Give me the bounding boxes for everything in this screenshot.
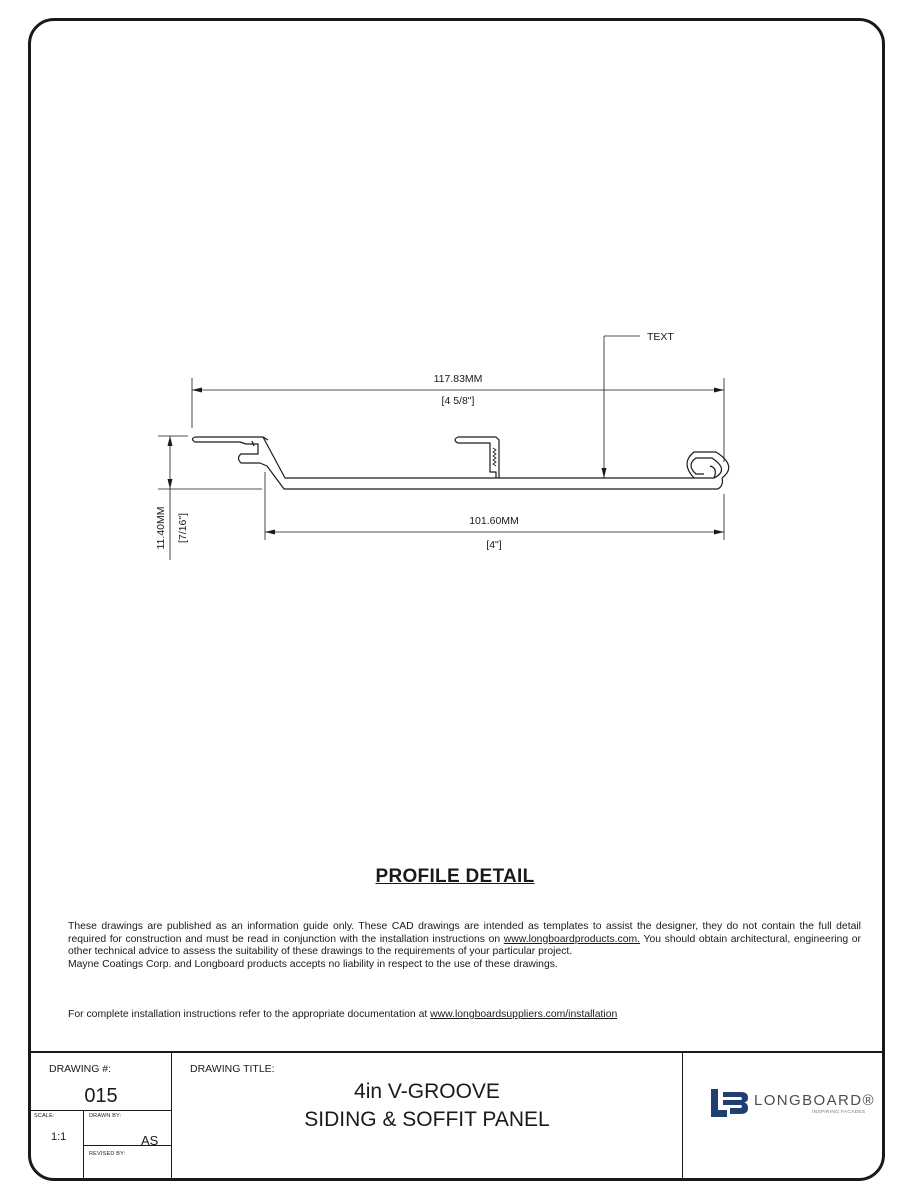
title-block-logo: [683, 1053, 883, 1178]
panel-profile-outline: [193, 437, 729, 489]
drawing-title-label: DRAWING TITLE:: [190, 1063, 275, 1075]
arrow: [168, 479, 173, 489]
scale-value: 1:1: [51, 1131, 67, 1143]
title-block: [31, 1051, 883, 1180]
longboard-products-link[interactable]: www.longboardproducts.com.: [503, 933, 641, 945]
section-title: PROFILE DETAIL: [375, 866, 535, 887]
divider: [31, 1110, 171, 1111]
arrow: [714, 530, 724, 535]
arrow: [714, 388, 724, 393]
drawing-number-label: DRAWING #:: [49, 1063, 112, 1075]
install-prefix: For complete installation instructions refer to the appropriate documentation at: [68, 1009, 431, 1020]
drawn-by-label: DRAWN BY:: [89, 1113, 122, 1119]
install-note: [68, 1009, 617, 1020]
arrow: [602, 468, 607, 478]
face-width-in: [4"]: [486, 539, 502, 551]
serration: [493, 448, 496, 466]
title-block-info: [31, 1053, 172, 1178]
disclaimer-text: These drawings are published as an information guide only. These CAD drawings are intended as templates to assist the designer, they do not contain the full detail required for construction and must be read in conjunction with the installation instructions on: [68, 921, 861, 945]
arrow: [168, 436, 173, 446]
logo-wordmark: LONGBOARD®: [754, 1092, 875, 1109]
overall-width-mm: 117.83MM: [433, 373, 483, 385]
scale-label: SCALE:: [34, 1113, 55, 1119]
drawing-number: 015: [84, 1085, 118, 1107]
longboard-logo-icon: [711, 1089, 749, 1117]
overall-width-in: [4 5/8"]: [441, 395, 475, 407]
revised-by-label: REVISED BY:: [89, 1151, 126, 1157]
logo-tagline: INSPIRING FACADES: [812, 1110, 866, 1115]
disclaimer: [68, 921, 861, 971]
installation-link[interactable]: www.longboardsuppliers.com/installation: [430, 1009, 618, 1020]
arrow: [265, 530, 275, 535]
drawing-title-line1: 4in V-GROOVE: [354, 1080, 500, 1103]
drawing-title-line2: SIDING & SOFFIT PANEL: [304, 1108, 550, 1131]
drawn-by-value: AS: [141, 1133, 159, 1148]
thickness-mm: 11.40MM: [155, 506, 167, 550]
divider: [83, 1110, 84, 1178]
callout-text: TEXT: [647, 331, 674, 343]
title-block-title: [172, 1053, 683, 1178]
disclaimer-text-2: You should obtain architectural, engineering or other technical advice to assess the suitability of these drawings to the requirements of your particular project.: [68, 933, 861, 958]
arrow: [192, 388, 202, 393]
thickness-in: [7/16"]: [177, 513, 189, 543]
liability-text: Mayne Coatings Corp. and Longboard products accepts no liability in respect to the use of these drawings.: [68, 958, 558, 970]
face-width-mm: 101.60MM: [469, 515, 519, 527]
